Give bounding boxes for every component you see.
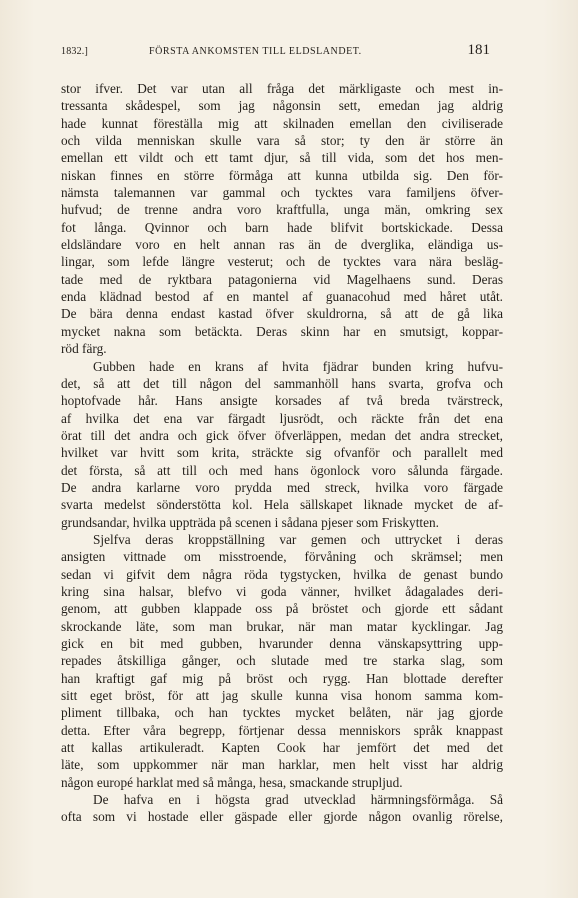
text-line: af hvilka det ena var färgadt ljusrödt, och räckte från det ena <box>61 410 503 426</box>
text-line: tade med de ryktbara patagonierna vid Magelhaens sund. Deras <box>61 271 503 287</box>
text-line: emellan ett vildt och ett tamt djur, så till vida, som det hos men- <box>61 150 503 166</box>
text-line: detta. Efter våra begrepp, förtjenar dessa menniskors språk knappast <box>61 722 503 738</box>
body-text <box>61 80 503 826</box>
text-line: ansigten vittnade om misstroende, förvåning och skrämsel; men <box>61 549 503 565</box>
text-line: stor ifver. Det var utan all fråga det märkligaste och mest in- <box>61 81 503 96</box>
text-line: niskan finnes en större förmåga att kunna utbilda sig. Den för- <box>61 167 503 183</box>
text-line: Sjelfva deras kroppställning var gemen och uttrycket i deras <box>93 531 503 547</box>
text-line: ofta som vi hostade eller gäspade eller gjorde någon ovanlig rörelse, <box>61 809 503 825</box>
text-line: han kraftigt gaf mig på bröst och rygg. Han blottade derefter <box>61 670 503 686</box>
text-line: Gubben hade en krans af hvita fjädrar bunden kring hufvu- <box>93 358 503 374</box>
text-line: det, så att det till någon del sammanhöll hans svarta, grofva och <box>61 375 503 391</box>
text-line: hvilket var hvitt som krita, sträckte sig ofvanför och parallelt med <box>61 445 503 461</box>
text-line: kring sina halsar, blefvo vi goda vänner, hvilket ådagalades deri- <box>61 583 503 599</box>
text-line: nämsta talemannen var gammal och tycktes vara familjens öfver- <box>61 185 503 201</box>
page-number: 181 <box>467 42 490 58</box>
text-line: genom, att gubben klappade oss på bröstet och gjorde ett sådant <box>61 601 503 617</box>
text-line: tressanta skådespel, som jag någonsin sett, emedan jag aldrig <box>61 98 503 114</box>
text-line: repades åtskilliga gånger, och slutade med tre starka slag, som <box>61 653 503 669</box>
text-line: svarta medelst sönderstötta kol. Hela sällskapet liknade mycket de af- <box>61 497 503 513</box>
text-line: hade kunnat föreställa mig att skilnaden emellan den civiliserade <box>61 115 503 131</box>
text-line: De andra karlarne voro prydda med streck, hvilka voro färgade <box>61 479 503 495</box>
text-line: enda klädnad bestod af en mantel af guanacohud med håret utåt. <box>61 289 503 305</box>
text-line: fot långa. Qvinnor och barn hade blifvit bortskickade. Dessa <box>61 219 503 235</box>
text-line: att kallas artikuleradt. Kapten Cook har jemfört det med det <box>61 740 503 756</box>
text-line: eldsländare voro en helt annan ras än de dverglika, eländiga us- <box>61 237 503 253</box>
text-line: sitt eget bröst, för att jag skulle kunna visa honom samma kom- <box>61 688 503 704</box>
text-line: hufvud; de trenne andra voro kraftfulla, unga män, omkring sex <box>61 202 503 218</box>
text-line: röd färg. <box>61 341 107 357</box>
text-line: skrockande läte, som man brukar, när man matar kycklingar. Jag <box>61 618 503 634</box>
text-line: någon europé harklat med så många, hesa, smackande strupljud. <box>61 774 403 790</box>
text-line: mycket nakna som betäckta. Deras skinn har en smutsigt, koppar- <box>61 323 503 339</box>
text-line: och vilda menniskan skulle vara så stor; ty den är större än <box>61 133 503 149</box>
text-line: det första, så att till och med hans ögonlock voro sålunda färgade. <box>61 462 503 478</box>
header-title: FÖRSTA ANKOMSTEN TILL ELDSLANDET. <box>149 46 362 57</box>
text-line: pliment tillbaka, och han tycktes mycket belåten, när jag gjorde <box>61 705 503 721</box>
text-line: örat till det andra och gick öfver öfverläppen, medan det andra strecket, <box>61 427 503 443</box>
header-year: 1832.] <box>61 46 89 57</box>
text-line: lingar, som lefde längre vesterut; och de tycktes vara nära besläg- <box>61 254 503 270</box>
text-line: De hafva en i högsta grad utvecklad härmningsförmåga. Så <box>93 792 503 808</box>
text-line: sedan vi gifvit dem några röda tygstycken, hvilka de genast bundo <box>61 566 503 582</box>
running-head <box>61 42 490 62</box>
text-line: hoptofvade hår. Hans ansigte korsades af två breda tvärstreck, <box>61 393 503 409</box>
text-line: De bära denna endast kastad öfver skuldrorna, så att de gå lika <box>61 306 503 322</box>
text-line: läte, som uppkommer när man harklar, men helt visst har aldrig <box>61 757 503 773</box>
text-line: grundsandar, hvilka uppträda på scenen i sådana pjeser som Friskytten. <box>61 514 439 530</box>
text-line: gick en bit med gubben, hvarunder denna vänskapsyttring upp- <box>61 636 503 651</box>
